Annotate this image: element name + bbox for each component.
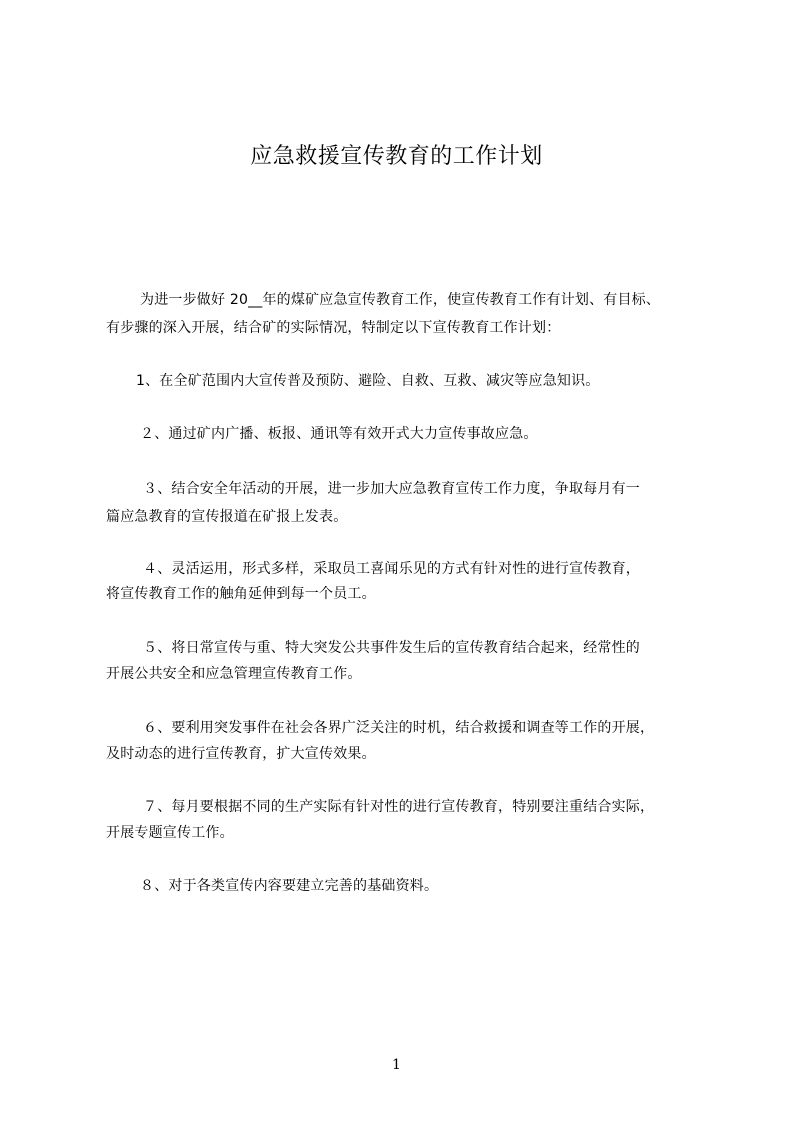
document-title: 应急救援宣传教育的工作计划: [250, 144, 543, 169]
plan-item-4-line-1: ４、灵活运用，形式多样，采取员工喜闻乐见的方式有针对性的进行宣传教育，: [143, 561, 640, 577]
intro-line-1: 为进一步做好 20__年的煤矿应急宣传教育工作，使宣传教育工作有计划、有目标、: [140, 292, 661, 308]
plan-item-6-line-2: 及时动态的进行宣传教育，扩大宣传效果。: [106, 746, 376, 762]
plan-item-7-line-2: 开展专题宣传工作。: [106, 825, 234, 841]
plan-item-5-line-2: 开展公共安全和应急管理宣传教育工作。: [106, 666, 362, 682]
page-number: 1: [392, 1057, 401, 1073]
plan-item-3-line-2: 篇应急教育的宣传报道在矿报上发表。: [106, 509, 348, 525]
plan-item-6-line-1: ６、要利用突发事件在社会各界广泛关注的时机，结合救援和调查等工作的开展，: [143, 720, 655, 736]
plan-item-7-line-1: ７、每月要根据不同的生产实际有针对性的进行宣传教育，特别要注重结合实际，: [143, 799, 655, 815]
plan-item-3-line-1: ３、结合安全年活动的开展，进一步加大应急教育宣传工作力度，争取每月有一: [143, 481, 640, 497]
intro-line-2: 有步骤的深入开展，结合矿的实际情况，特制定以下宣传教育工作计划：: [106, 320, 561, 336]
plan-item-2-line-1: ２、通过矿内广播、板报、通讯等有效开式大力宣传事故应急。: [140, 426, 538, 442]
plan-item-8-line-1: ８、对于各类宣传内容要建立完善的基础资料。: [140, 878, 439, 894]
plan-item-4-line-2: 将宣传教育工作的触角延伸到每一个员工。: [106, 586, 376, 602]
plan-item-1-line-1: 1、在全矿范围内大宣传普及预防、避险、自救、互救、减灾等应急知识。: [136, 373, 600, 389]
plan-item-5-line-1: ５、将日常宣传与重、特大突发公共事件发生后的宣传教育结合起来，经常性的: [143, 640, 640, 656]
